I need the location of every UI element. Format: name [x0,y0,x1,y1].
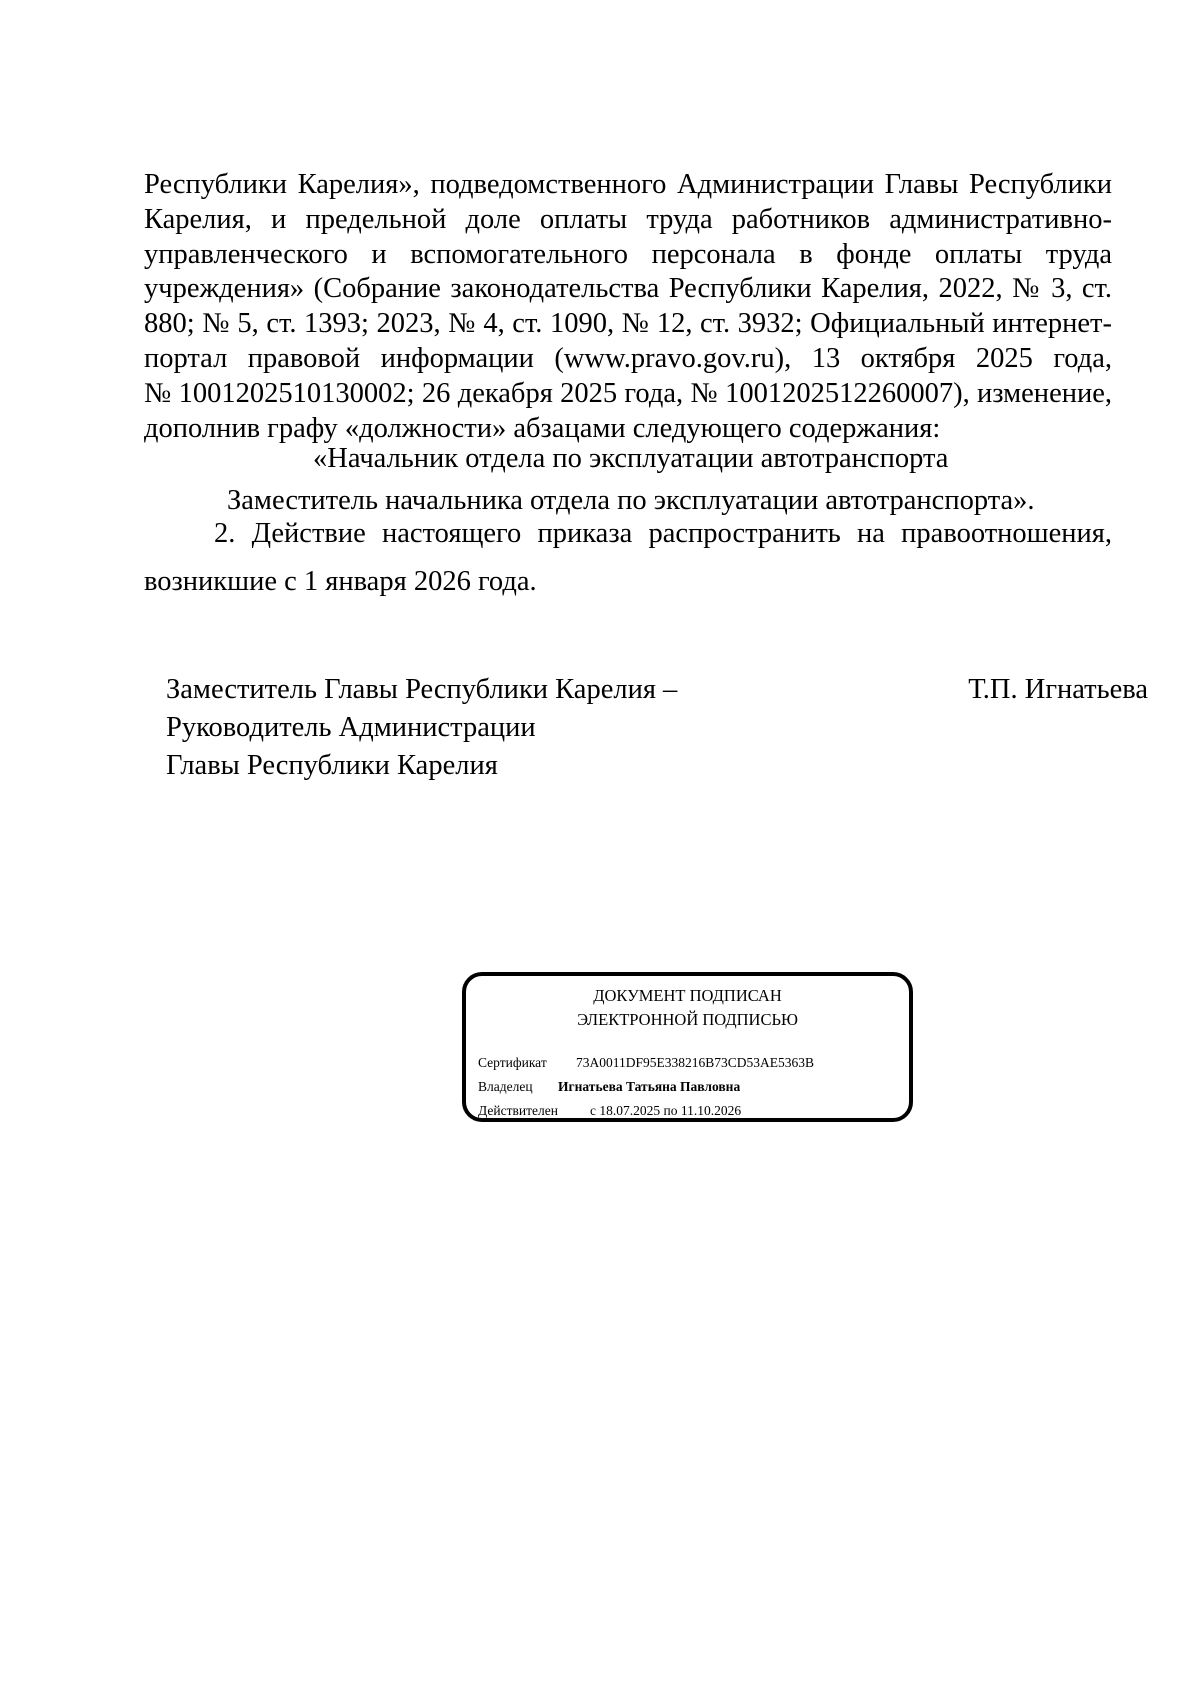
stamp-title-line: ДОКУМЕНТ ПОДПИСАН [593,986,782,1005]
paragraph-line: 880; № 5, ст. 1393; 2023, № 4, ст. 1090, № 12, ст. 3932; Официальный интернет- [144,308,1112,340]
owner-value: Игнатьева Татьяна Павловна [558,1079,741,1094]
paragraph-line: учреждения» (Собрание законодательства Республики Карелия, 2022, № 3, ст. [144,273,1112,305]
paragraph-line: Республики Карелия», подведомственного Администрации Главы Республики [144,169,1112,200]
signatory-name: Т.П. Игнатьева [968,674,1148,705]
stamp-title-line: ЭЛЕКТРОННОЙ ПОДПИСЬЮ [577,1010,798,1029]
signatory-position-line: Руководитель Администрации [166,712,536,743]
quoted-position-line-2: Заместитель начальника отдела по эксплуатации автотранспорта». [227,485,1035,516]
stamp-certificate-row [478,1055,814,1071]
signatory-position [166,671,677,785]
paragraph-line: управленческого и вспомогательного персонала в фонде оплаты труда [144,238,1112,270]
point-2-paragraph [144,517,1112,552]
signatory-position-line: Заместитель Главы Республики Карелия – [166,674,678,705]
electronic-signature-stamp [462,972,913,1122]
stamp-validity-row [478,1103,741,1119]
validity-value: с 18.07.2025 по 11.10.2026 [590,1103,742,1118]
point-2-line-1: 2. Действие настоящего приказа распространить на правоотношения, [214,518,1112,549]
paragraph-line: дополнив графу «должности» абзацами следующего содержания: [144,412,941,444]
certificate-label: Сертификат [478,1055,547,1070]
point-2-line-2: возникшие с 1 января 2026 года. [144,566,537,597]
point-2-paragraph-end [144,565,1112,600]
owner-label: Владелец [478,1079,533,1094]
stamp-owner-row [478,1079,740,1095]
paragraph-line: портал правовой информации (www.pravo.gov.ru), 13 октября 2025 года, [144,342,1112,374]
paragraph-line: Карелия, и предельной доле оплаты труда работников административно- [144,203,1112,235]
paragraph-line: № 1001202510130002; 26 декабря 2025 года, № 1001202512260007), изменение, [144,377,1112,409]
certificate-value: 73A0011DF95E338216B73CD53AE5363B [576,1055,815,1070]
signatory-position-line: Главы Республики Карелия [166,750,498,781]
quoted-position-line-1: «Начальник отдела по эксплуатации автотранспорта [313,443,949,474]
validity-label: Действителен [478,1103,558,1118]
amendment-paragraph [144,168,1112,446]
stamp-title [466,984,909,1032]
